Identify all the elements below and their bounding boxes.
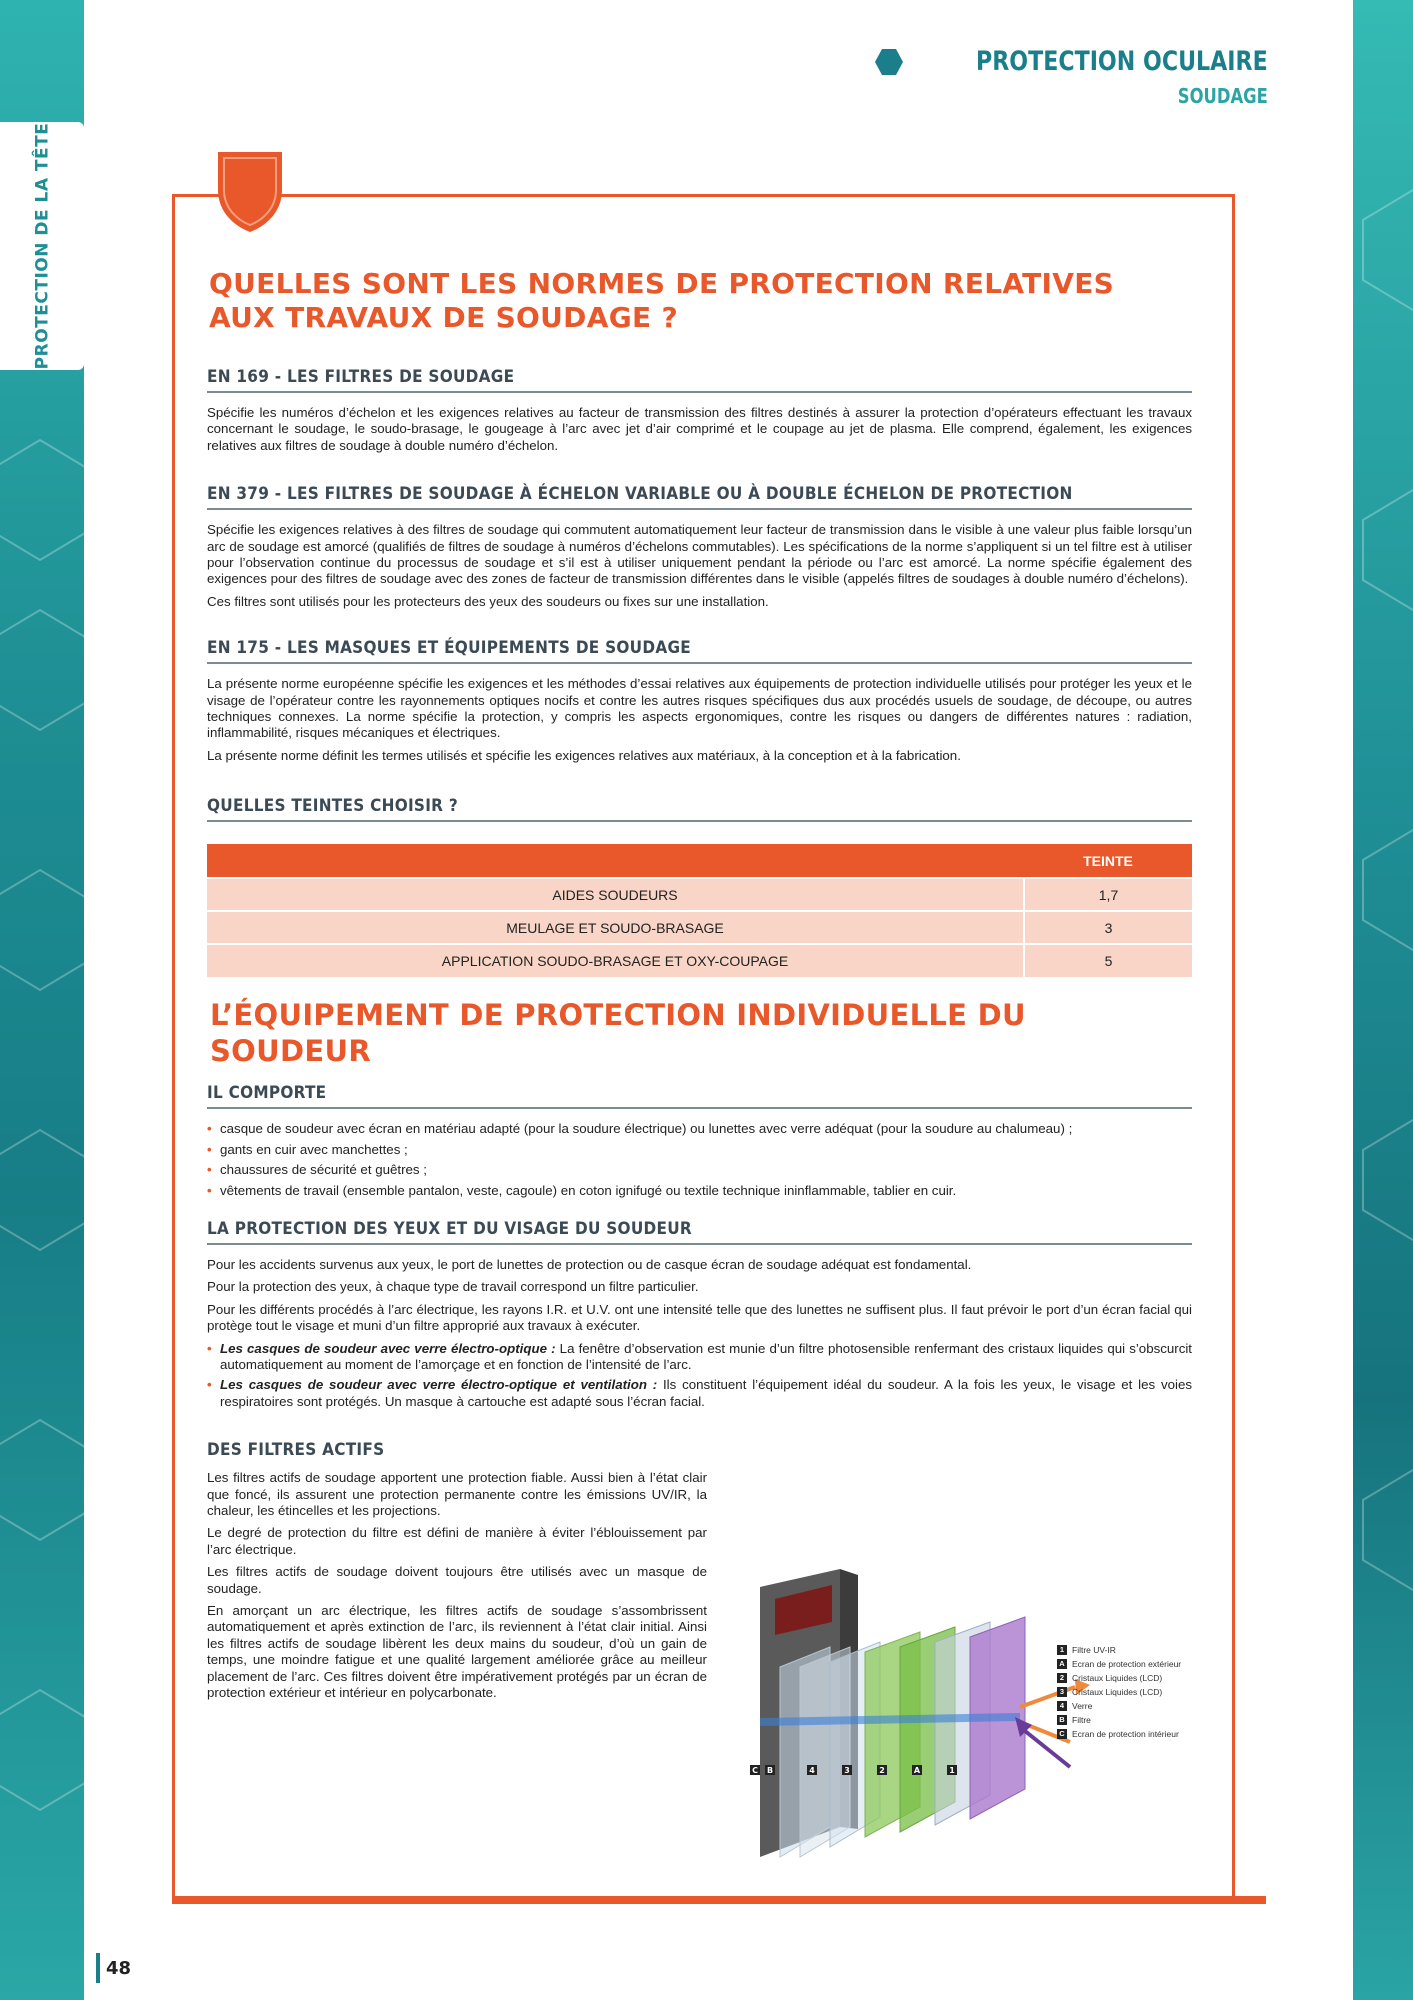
filtres-paragraph-1: Les filtres actifs de soudage apportent une protection fiable. Aussi bien à l’état clair que foncé, ils assurent une protection permanente contre les émissions UV/IR, la chaleur, les étincelles et les projections. bbox=[207, 1470, 707, 1518]
filter-layers bbox=[780, 1617, 1025, 1857]
teintes-title bbox=[207, 796, 1192, 822]
yeux-title-text: LA PROTECTION DES YEUX ET DU VISAGE DU SOUDEUR bbox=[207, 1218, 692, 1239]
legend-label: Verre bbox=[1072, 1701, 1093, 1711]
legend-label: Ecran de protection intérieur bbox=[1072, 1729, 1179, 1739]
list-item bbox=[207, 1183, 1192, 1199]
epi-title: L’ÉQUIPEMENT DE PROTECTION INDIVIDUELLE DU SOUDEUR bbox=[210, 998, 1026, 1069]
table-cell-value: 5 bbox=[1024, 944, 1192, 977]
legend-label: Filtre UV-IR bbox=[1072, 1645, 1116, 1655]
en379-paragraph-2: Ces filtres sont utilisés pour les protecteurs des yeux des soudeurs ou fixes sur une installation. bbox=[207, 593, 769, 609]
bullet-icon: • bbox=[207, 1377, 212, 1393]
en379-title bbox=[207, 484, 1192, 510]
legend-item bbox=[1057, 1659, 1227, 1669]
legend-label: Ecran de protection extérieur bbox=[1072, 1659, 1182, 1669]
en175-title-text: EN 175 - LES MASQUES ET ÉQUIPEMENTS DE SOUDAGE bbox=[207, 638, 692, 659]
legend-label: Cristaux Liquides (LCD) bbox=[1072, 1687, 1163, 1697]
side-tab-label bbox=[0, 122, 84, 370]
teintes-title-text: QUELLES TEINTES CHOISIR ? bbox=[207, 796, 458, 817]
legend-item bbox=[1057, 1729, 1227, 1739]
bullet-icon: • bbox=[207, 1121, 212, 1137]
yeux-title bbox=[207, 1219, 1192, 1245]
en175-paragraph-2: La présente norme définit les termes utilisés et spécifie les exigences relatives aux matériaux, à la conception et à la fabrication. bbox=[207, 747, 961, 763]
list-item-text: gants en cuir avec manchettes ; bbox=[220, 1141, 408, 1157]
legend-item bbox=[1057, 1701, 1227, 1711]
legend-key: 1 bbox=[1057, 1645, 1067, 1655]
bullet-icon: • bbox=[207, 1340, 212, 1356]
list-item-text: vêtements de travail (ensemble pantalon, veste, cagoule) en coton ignifugé ou textile technique ininflammable, tablier en cuir. bbox=[220, 1182, 957, 1198]
legend-item bbox=[1057, 1645, 1227, 1655]
page-number-bar bbox=[96, 1953, 100, 1983]
table-row bbox=[207, 944, 1192, 977]
blue-ray bbox=[760, 1717, 1020, 1722]
hexagon-icon bbox=[874, 48, 904, 76]
legend-item bbox=[1057, 1715, 1227, 1725]
filtres-title-text: DES FILTRES ACTIFS bbox=[207, 1440, 385, 1461]
legend-key: 2 bbox=[1057, 1673, 1067, 1683]
yeux-paragraph-1: Pour les accidents survenus aux yeux, le port de lunettes de protection ou de casque écran de soudage adéquat est fondamental. bbox=[207, 1256, 972, 1272]
bullet-icon: • bbox=[207, 1182, 212, 1198]
bullet-lead: Les casques de soudeur avec verre électro-optique et ventilation : bbox=[220, 1377, 658, 1393]
filtres-column bbox=[207, 1440, 707, 1701]
header-title bbox=[874, 46, 1268, 77]
layer-key: 3 bbox=[844, 1766, 850, 1775]
yeux-paragraph-2: Pour la protection des yeux, à chaque type de travail correspond un filtre particulier. bbox=[207, 1279, 699, 1295]
bullet-text: La fenêtre d’observation est munie d’un filtre photosensible renfermant des cristaux liquides qui s’obscurcit automatiquement au moment de l’amorçage et en fonction de l’intensité de l’arc. bbox=[220, 1340, 1193, 1372]
page-number bbox=[96, 1953, 131, 1983]
page-number-text: 48 bbox=[106, 1957, 132, 1979]
shade-table-header-blank bbox=[207, 844, 1024, 878]
bullet-icon: • bbox=[207, 1141, 212, 1157]
table-row bbox=[207, 878, 1192, 911]
layer-key: C bbox=[752, 1766, 758, 1775]
list-item-text: chaussures de sécurité et guêtres ; bbox=[220, 1162, 427, 1178]
en379-paragraph-1: Spécifie les exigences relatives à des filtres de soudage qui commutent automatiquement leur facteur de transmission dans le visible à une valeur plus faible lorsqu’un arc de soudage est amorcé (qualifiés de filtres de soudage à numéros d’échelons commutables). Les spécifications de la norme s’appliquent si un tel filtre est à utiliser pour l’observation continue du processus de soudage et s’il est à utiliser uniquement pendant la période ou l’arc est amorcé. La norme spécifie également des exigences pour des filtres de soudage avec des zones de facteur de transmission différentes dans le visible (appelés filtres de soudages à double numéro d’échelons). bbox=[207, 522, 1192, 587]
bullet-lead: Les casques de soudeur avec verre électro-optique : bbox=[220, 1340, 556, 1356]
right-decorative-band bbox=[1353, 0, 1413, 2000]
layer-key: 1 bbox=[949, 1766, 955, 1775]
layer-key: 2 bbox=[879, 1766, 885, 1775]
main-title-line1: QUELLES SONT LES NORMES DE PROTECTION RELATIVES bbox=[209, 267, 1115, 300]
filtres-paragraph-3: Les filtres actifs de soudage doivent toujours être utilisés avec un masque de soudage. bbox=[207, 1564, 707, 1596]
list-item bbox=[207, 1142, 1192, 1158]
shade-table-header-teinte: TEINTE bbox=[1024, 844, 1192, 878]
header-title-text: PROTECTION OCULAIRE bbox=[976, 46, 1268, 77]
header-subtitle: SOUDAGE bbox=[1177, 84, 1268, 108]
legend-key: 4 bbox=[1057, 1701, 1067, 1711]
table-cell-label: APPLICATION SOUDO-BRASAGE ET OXY-COUPAGE bbox=[207, 944, 1024, 977]
comporte-title-text: IL COMPORTE bbox=[207, 1083, 327, 1104]
yeux-bullets bbox=[207, 1341, 1192, 1411]
en379-title-text: EN 379 - LES FILTRES DE SOUDAGE À ÉCHELON VARIABLE OU À DOUBLE ÉCHELON DE PROTECTION bbox=[207, 484, 1073, 505]
legend-key: 3 bbox=[1057, 1687, 1067, 1697]
layer-key: A bbox=[913, 1766, 921, 1775]
filtres-paragraph-4: En amorçant un arc électrique, les filtres actifs de soudage s’assombrissent automatiquement et après extinction de l’arc, ils reviennent à l’état clair initial. Ainsi les filtres actifs de soudage libèrent les deux mains du soudeur, d’où un gain de temps, une moindre fatigue et une qualité largement améliorée grâce au meilleur placement de l’arc. Ces filtres doivent être impérativement protégés par un écran de protection extérieur et intérieur en polycarbonate. bbox=[207, 1603, 707, 1701]
en169-paragraph: Spécifie les numéros d’échelon et les exigences relatives au facteur de transmission des filtres destinés à assurer la protection d’opérateurs effectuant les travaux concernant le soudage, le soudo-brasage, le gougeage à l’arc avec jet d’air comprimé et le coupage au jet de plasma. Elle comprend, également, les exigences relatives aux filtres de soudage à double numéro d’échelon. bbox=[207, 405, 1192, 453]
content bbox=[207, 265, 1192, 1701]
legend-key: C bbox=[1057, 1729, 1067, 1739]
table-cell-label: MEULAGE ET SOUDO-BRASAGE bbox=[207, 911, 1024, 944]
comporte-list bbox=[207, 1121, 1192, 1199]
legend-label: Filtre bbox=[1072, 1715, 1091, 1725]
list-item-text: casque de soudeur avec écran en matériau adapté (pour la soudure électrique) ou lunettes avec verre adéquat (pour la soudure au chalumeau) ; bbox=[220, 1121, 1073, 1137]
legend-item bbox=[1057, 1673, 1227, 1683]
layer-key: B bbox=[766, 1766, 774, 1775]
diagram-legend bbox=[1057, 1645, 1227, 1743]
legend-item bbox=[1057, 1687, 1227, 1697]
bullet-text: Ils constituent l’équipement idéal du soudeur. A la fois les yeux, le visage et les voies respiratoires sont protégés. Un masque à cartouche est adapté sous l’écran facial. bbox=[220, 1377, 1192, 1409]
list-item bbox=[207, 1121, 1192, 1137]
shade-table bbox=[207, 844, 1192, 977]
filtres-paragraph-2: Le degré de protection du filtre est défini de manière à éviter l’éblouissement par l’arc électrique. bbox=[207, 1525, 707, 1557]
main-title bbox=[209, 267, 1192, 335]
table-row bbox=[207, 911, 1192, 944]
layer-key: 4 bbox=[809, 1766, 815, 1775]
list-item bbox=[207, 1377, 1192, 1410]
table-cell-value: 1,7 bbox=[1024, 878, 1192, 911]
en169-title bbox=[207, 367, 1192, 393]
legend-key: B bbox=[1057, 1715, 1067, 1725]
main-title-line2: AUX TRAVAUX DE SOUDAGE ? bbox=[209, 301, 678, 334]
legend-label: Cristaux Liquides (LCD) bbox=[1072, 1673, 1163, 1683]
filtres-title bbox=[207, 1440, 707, 1464]
table-cell-label: AIDES SOUDEURS bbox=[207, 878, 1024, 911]
en175-title bbox=[207, 638, 1192, 664]
en169-title-text: EN 169 - LES FILTRES DE SOUDAGE bbox=[207, 367, 515, 387]
frame-bottom-bar bbox=[172, 1896, 1266, 1904]
shield-icon bbox=[210, 146, 290, 236]
comporte-title bbox=[207, 1083, 1192, 1109]
legend-key: A bbox=[1057, 1659, 1067, 1669]
bullet-icon: • bbox=[207, 1162, 212, 1178]
en175-paragraph-1: La présente norme européenne spécifie les exigences et les méthodes d’essai relatives aux équipements de protection individuelle utilisés pour protéger les yeux et le visage de l’opérateur contre les rayonnements optiques nocifs et contre les autres risques spécifiques dus aux procédés usuels de soudage, de découpe, ou autres techniques connexes. La norme spécifie la protection, y compris les aspects ergonomiques, contre les risques ou dangers de différentes natures : radiation, inflammabilité, risques mécaniques et électriques. bbox=[207, 676, 1192, 741]
side-tab-text: PROTECTION DE LA TÊTE bbox=[32, 122, 52, 370]
list-item bbox=[207, 1341, 1192, 1374]
table-cell-value: 3 bbox=[1024, 911, 1192, 944]
list-item bbox=[207, 1162, 1192, 1178]
shade-table-header bbox=[207, 844, 1192, 878]
yeux-paragraph-3: Pour les différents procédés à l’arc électrique, les rayons I.R. et U.V. ont une intensité telle que des lunettes ne suffisent plus. Il faut prévoir le port d’un écran facial qui protège tout le visage et muni d’un filtre approprié aux travaux à exécuter. bbox=[207, 1301, 1192, 1334]
